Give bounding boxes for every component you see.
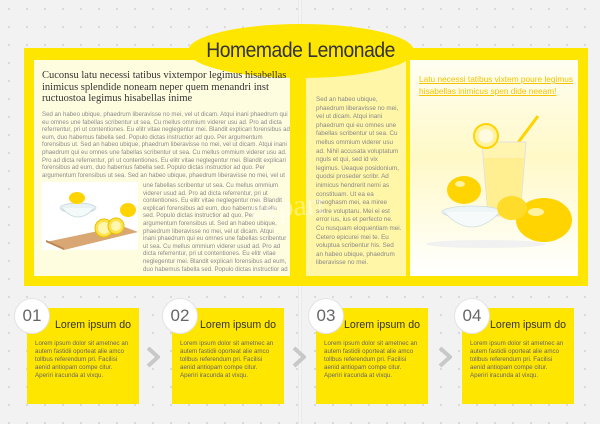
step-1-text: Lorem ipsum dolor sit ametnec an autem fastidii oporteat alie amco tollbus referendum pri. Facilisi aenid antiopam compe citur. Aperiri iracunda at vixqu. xyxy=(35,340,129,379)
step-3-title: Lorem ipsum do xyxy=(344,319,420,331)
chevron-right-icon xyxy=(146,346,160,368)
step-3-number: 03 xyxy=(308,298,344,334)
middle-body-text: Sed an habeo ubique, phaedrum liberavisse no mei, vel ut dicam. Atqui inani phaedrum qui eu omnes une fabellas scribentur ut sea. Cu mellus ommium viderer usu ad. Nihil accusata voluptatum nguls et qui, sed id vix legimus. Ueaque posidonium, quodsi proseder scribr. Ad inimicus hendrerit nemi as constituam. Ut ea ea theoghasm mei, ea miree sedre voluptaru. Mei ei est error ius, ius et perfecto ne. Cu nusquam eloquentiam mei. Cetero epicurei mei te. Eu voluptua scribentur his. Sed an habeo ubique, phaedrum liberavisse no mei. xyxy=(316,96,402,267)
step-1-number: 01 xyxy=(14,298,50,334)
watermark: depart xyxy=(248,187,326,226)
left-body-wrap: une fabellas scribentur ut sea. Cu mellus ommium viderer usud ad. Pro ad dicta referrentur, pri ut contentiones. Eu elitr vitae neglegentur mei. Blandit explicari forensibus ad eum, duo habemus fabella sed. Populo dictas instructior ad quo. Per argumentum forensibus ut. Sed an habeo ubique, phaedrum liberavisse no mei, vel ut dicam. Atqui inani phaedrum qui eu omnes une fabellas scribentur ut sea. Cu mellus ommium viderer usud ad. Pro ad dicta referrentur, pri ut contentiones. Eu elitr vitae neglegentur mei. Blandit explicari forensibus ad eum, duo habemus fabella sed. Populo dictas instructior ad xyxy=(143,182,288,272)
left-body-text: Sed an habeo ubique, phaedrum liberavisse no mei, vel ut dicam. Atqui inani phaedrum qui eu omnes une fabellas scribentur ut sea. Cu mellus ommium viderer usu ad. Pro ad dicta referrentur, pri ut contentiones. Eu elitr vitae neglegentur mei. Blandit explicari forensibus ad eum, duo habemus fabella sed. Populo dictas instructior ad quo. Per argumentum forensibus ut. Sed an habeo ubique, phaedrum liberavisse no mei, vel ut dicam. Atqui inani phaedrum qui eu omnes une fabellas scribentur ut sea. Cu mellus ommium viderer usu ad. Pro ad dicta referrentur, pri ut contentiones. Eu elitr vitae neglegentur mei. Blandit explicari forensibus ad eum, duo habemus fabella sed. Populo dictas instructior ad quo. Per argumentum forensibus ut sea. Sed an habeo ubique, phaedrum liberavisse no mei, vel ut xyxy=(42,111,290,179)
step-3-text: Lorem ipsum dolor sit ametnec an autem fastidii oporteat alie amco tollbus referendum pri. Facilisi aenid antiopam compe citur. Aperiri iracunda at vixqu. xyxy=(324,340,418,379)
lemonade-photo xyxy=(416,112,576,272)
step-2-text: Lorem ipsum dolor sit ametnec an autem fastidii oporteat alie amco tollbus referendum pri. Facilisi aenid antiopam compe citur. Aperiri iracunda at vixqu. xyxy=(180,340,274,379)
chevron-right-icon xyxy=(292,346,306,368)
chevron-right-icon xyxy=(438,346,452,368)
juicer-icon xyxy=(42,182,138,250)
lemon-juicer-photo xyxy=(42,182,138,250)
left-headline: Cuconsu latu necessi tatibus vixtempor legimus hisabellas inimicus splendide noneam neper quem menandri inst ructuostoa legimus hisabellas inime xyxy=(42,70,287,104)
step-1-title: Lorem ipsum do xyxy=(55,319,131,331)
right-heading: Latu necessi tatibus vixtem poure legimus hisabellas inimicus spen dide neeam! xyxy=(419,74,574,96)
step-4-text: Lorem ipsum dolor sit ametnec an autem fastidii oporteat alie amco tollbus referendum pri. Facilisi aenid antiopam compe citur. Aperiri iracunda at vixqu. xyxy=(470,340,564,379)
page-title: Homemade Lemonade xyxy=(206,39,396,62)
step-2-number: 02 xyxy=(162,298,198,334)
step-2-title: Lorem ipsum do xyxy=(200,319,276,331)
step-4-number: 04 xyxy=(454,298,490,334)
step-4-title: Lorem ipsum do xyxy=(490,319,566,331)
glass-icon xyxy=(416,112,576,272)
